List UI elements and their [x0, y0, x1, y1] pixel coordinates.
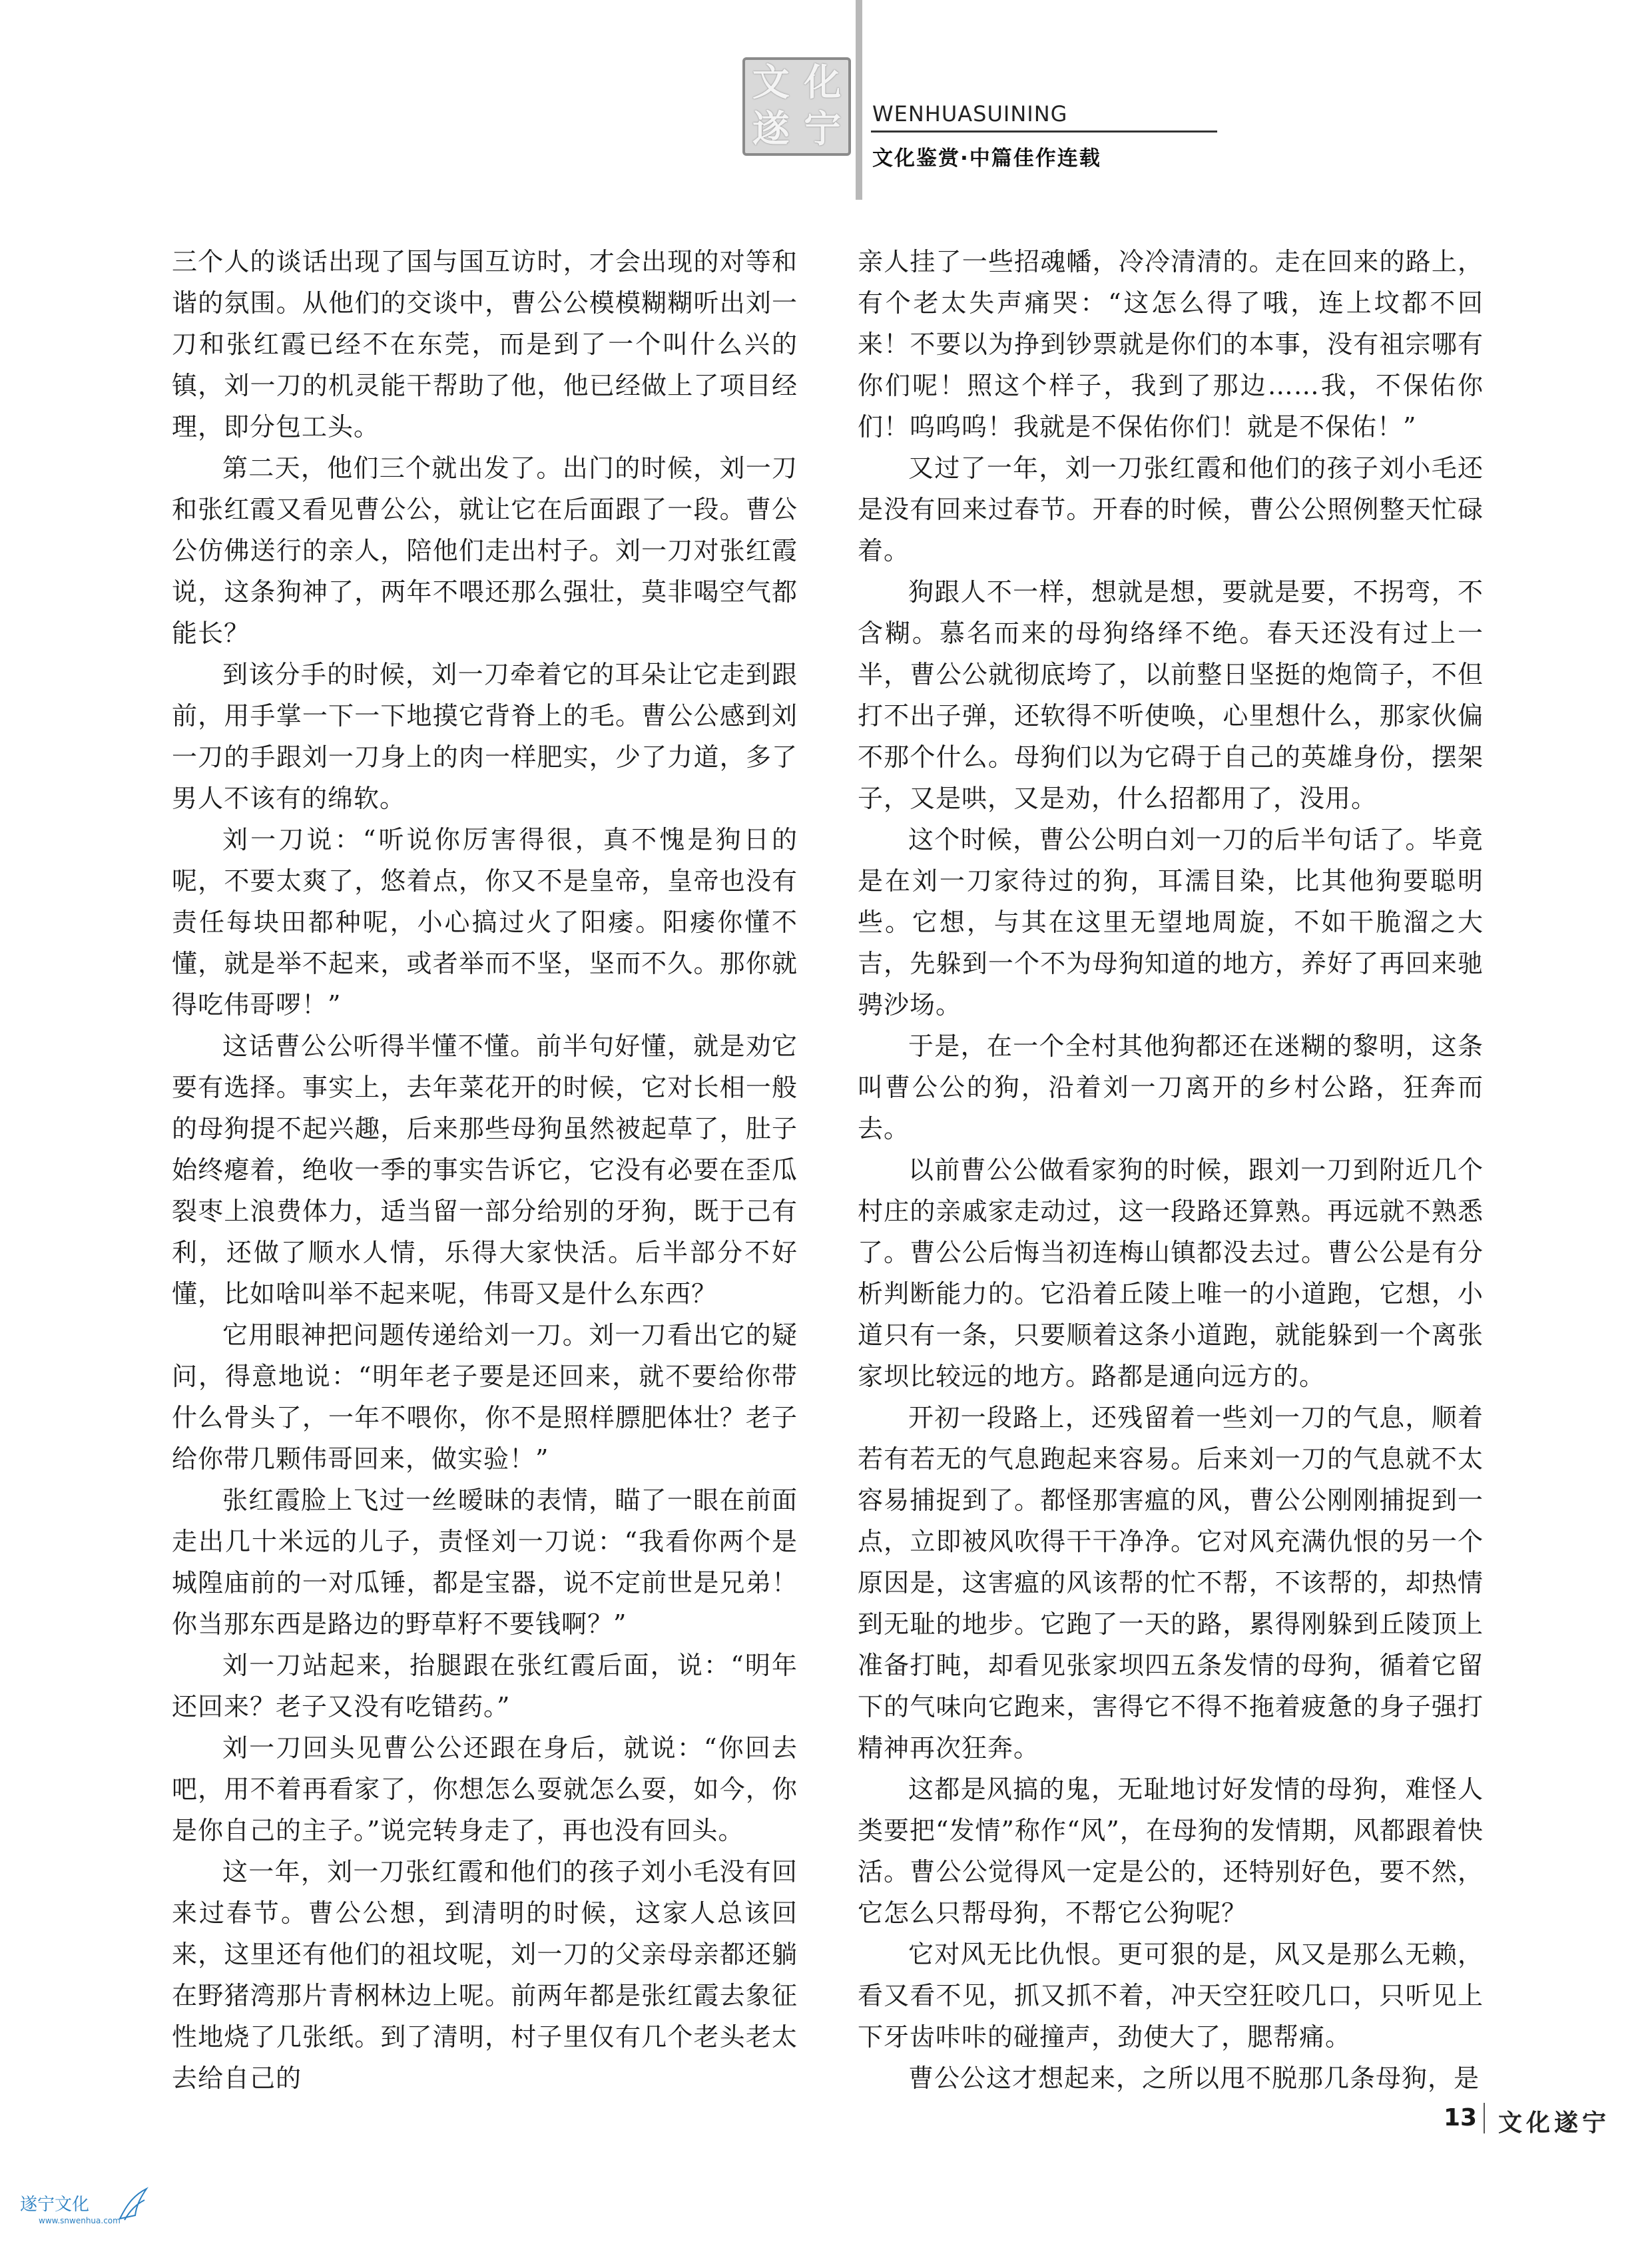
page-number: 13	[1444, 2104, 1478, 2131]
logo-char: 文	[752, 61, 790, 105]
paragraph: 张红霞脸上飞过一丝暧昧的表情，瞄了一眼在前面走出几十米远的儿子，责怪刘一刀说：“我看你两个是城隍庙前的一对瓜锤，都是宝器，说不定前世是兄弟！你当那东西是路边的野草籽不要钱啊？”	[172, 1486, 798, 1639]
right-text-column	[858, 241, 1484, 2099]
paragraph: 于是，在一个全村其他狗都还在迷糊的黎明，这条叫曹公公的狗，沿着刘一刀离开的乡村公路，狂奔而去。	[858, 1031, 1484, 1143]
corner-watermark-logo: 遂宁文化	[20, 2195, 90, 2215]
paragraph: 三个人的谈话出现了国与国互访时，才会出现的对等和谐的氛围。从他们的交谈中，曹公公模模糊糊听出刘一刀和张红霞已经不在东莞，而是到了一个叫什么兴的镇，刘一刀的机灵能干帮助了他，他已经做上了项目经理，即分包工头。	[172, 247, 798, 441]
magazine-pinyin: WENHUASUINING	[872, 101, 1068, 127]
logo-char: 宁	[804, 107, 842, 151]
paragraph: 刘一刀站起来，抬腿跟在张红霞后面，说：“明年还回来？老子又没有吃错药。”	[172, 1651, 798, 1721]
paragraph: 它用眼神把问题传递给刘一刀。刘一刀看出它的疑问，得意地说：“明年老子要是还回来，就不要给你带什么骨头了，一年不喂你，你不是照样膘肥体壮？老子给你带几颗伟哥回来，做实验！”	[172, 1320, 798, 1474]
paragraph: 曹公公这才想起来，之所以甩不脱那几条母狗，是	[908, 2064, 1480, 2093]
magazine-logo-seal	[742, 57, 851, 156]
section-divider	[871, 131, 1217, 133]
paragraph: 以前曹公公做看家狗的时候，跟刘一刀到附近几个村庄的亲戚家走动过，这一段路还算熟。再远就不熟悉了。曹公公后悔当初连梅山镇都没去过。曹公公是有分析判断能力的。它沿着丘陵上唯一的小道跑，它想，小道只有一条，只要顺着这条小道跑，就能躲到一个离张家坝比较远的地方。路都是通向远方的。	[858, 1155, 1484, 1391]
paragraph: 刘一刀回头见曹公公还跟在身后，就说：“你回去吧，用不着再看家了，你想怎么耍就怎么耍，如今，你是你自己的主子。”说完转身走了，再也没有回头。	[172, 1733, 798, 1845]
section-title: 文化鉴赏·中篇佳作连载	[872, 146, 1101, 170]
paragraph: 刘一刀说：“听说你厉害得很，真不愧是狗日的呢，不要太爽了，悠着点，你又不是皇帝，皇帝也没有责任每块田都种呢，小心搞过火了阳痿。阳痿你懂不懂，就是举不起来，或者举而不坚，坚而不久。那你就得吃伟哥啰！”	[172, 825, 798, 1019]
paragraph: 这都是风搞的鬼，无耻地讨好发情的母狗，难怪人类要把“发情”称作“风”，在母狗的发情期，风都跟着快活。曹公公觉得风一定是公的，还特别好色，要不然，它怎么只帮母狗，不帮它公狗呢？	[858, 1775, 1484, 1928]
footer-divider	[1484, 2103, 1485, 2133]
logo-char: 遂	[752, 107, 790, 151]
paragraph: 到该分手的时候，刘一刀牵着它的耳朵让它走到跟前，用手掌一下一下地摸它背脊上的毛。曹公公感到刘一刀的手跟刘一刀身上的肉一样肥实，少了力道，多了男人不该有的绵软。	[172, 660, 798, 813]
paragraph: 开初一段路上，还残留着一些刘一刀的气息，顺着若有若无的气息跑起来容易。后来刘一刀的气息就不太容易捕捉到了。都怪那害瘟的风，曹公公刚刚捕捉到一点，立即被风吹得干干净净。它对风充满仇恨的另一个原因是，这害瘟的风该帮的忙不帮，不该帮的，却热情到无耻的地步。它跑了一天的路，累得刚躲到丘陵顶上准备打盹，却看见张家坝四五条发情的母狗，循着它留下的气味向它跑来，害得它不得不拖着疲惫的身子强打精神再次狂奔。	[858, 1403, 1484, 1763]
wing-icon	[117, 2185, 150, 2225]
paragraph: 又过了一年，刘一刀张红霞和他们的孩子刘小毛还是没有回来过春节。开春的时候，曹公公照例整天忙碌着。	[858, 453, 1484, 565]
paragraph: 第二天，他们三个就出发了。出门的时候，刘一刀和张红霞又看见曹公公，就让它在后面跟了一段。曹公公仿佛送行的亲人，陪他们走出村子。刘一刀对张红霞说，这条狗神了，两年不喂还那么强壮，莫非喝空气都能长？	[172, 453, 798, 648]
left-text-column	[172, 241, 798, 2099]
footer-brand: 文化遂宁	[1498, 2109, 1611, 2137]
paragraph: 它对风无比仇恨。更可狠的是，风又是那么无赖，看又看不见，抓又抓不着，冲天空狂咬几口，只听见上下牙齿咔咔的碰撞声，劲使大了，腮帮痛。	[858, 1940, 1484, 2052]
paragraph: 这话曹公公听得半懂不懂。前半句好懂，就是劝它要有选择。事实上，去年菜花开的时候，它对长相一般的母狗提不起兴趣，后来那些母狗虽然被起草了，肚子始终瘪着，绝收一季的事实告诉它，它没有必要在歪瓜裂枣上浪费体力，适当留一部分给别的牙狗，既于己有利，还做了顺水人情，乐得大家快活。后半部分不好懂，比如啥叫举不起来呢，伟哥又是什么东西？	[172, 1031, 798, 1308]
paragraph: 亲人挂了一些招魂幡，冷冷清清的。走在回来的路上，有个老太失声痛哭：“这怎么得了哦，连上坟都不回来！不要以为挣到钞票就是你们的本事，没有祖宗哪有你们呢！照这个样子，我到了那边……我，不保佑你们！呜呜呜！我就是不保佑你们！就是不保佑！”	[858, 247, 1484, 441]
paragraph: 这个时候，曹公公明白刘一刀的后半句话了。毕竟是在刘一刀家待过的狗，耳濡目染，比其他狗要聪明些。它想，与其在这里无望地周旋，不如干脆溜之大吉，先躲到一个不为母狗知道的地方，养好了再回来驰骋沙场。	[858, 825, 1484, 1019]
header-vertical-rule	[856, 0, 862, 200]
paragraph: 狗跟人不一样，想就是想，要就是要，不拐弯，不含糊。慕名而来的母狗络绎不绝。春天还没有过上一半，曹公公就彻底垮了，以前整日坚挺的炮筒子，不但打不出子弹，还软得不听使唤，心里想什么，那家伙偏不那个什么。母狗们以为它碍于自己的英雄身份，摆架子，又是哄，又是劝，什么招都用了，没用。	[858, 577, 1484, 813]
logo-char: 化	[804, 61, 842, 105]
corner-watermark-url: www.snwenhua.com	[39, 2216, 121, 2225]
paragraph: 这一年，刘一刀张红霞和他们的孩子刘小毛没有回来过春节。曹公公想，到清明的时候，这家人总该回来，这里还有他们的祖坟呢，刘一刀的父亲母亲都还躺在野猪湾那片青㭎林边上呢。前两年都是张红霞去象征性地烧了几张纸。到了清明，村子里仅有几个老头老太去给自己的	[172, 1857, 798, 2093]
